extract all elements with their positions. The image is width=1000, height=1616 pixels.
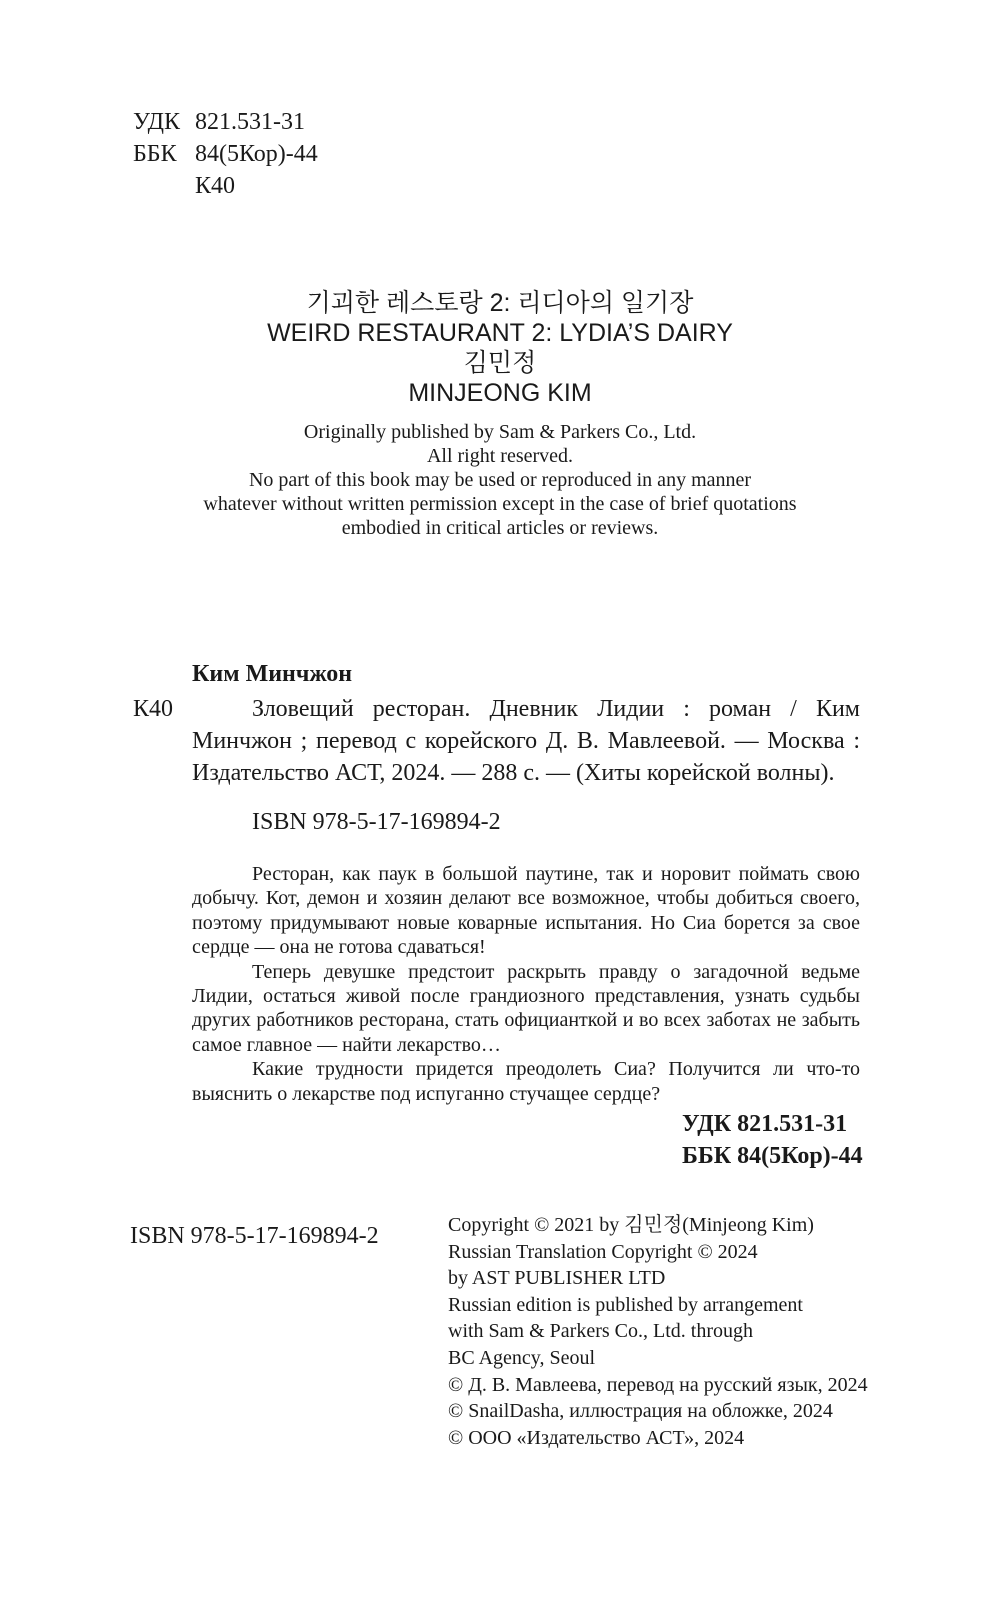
copyright-line: © Д. В. Мавлеева, перевод на русский язык, 2024 bbox=[448, 1373, 868, 1396]
rights-line: Originally published by Sam & Parkers Co., Ltd. bbox=[303, 421, 697, 443]
udk-label: УДК bbox=[133, 109, 180, 135]
record-index-mark: К40 bbox=[133, 696, 174, 722]
copyright-line: © ООО «Издательство АСТ», 2024 bbox=[448, 1426, 745, 1449]
udk-code: УДК 821.531-31 bbox=[682, 1111, 848, 1137]
annotation-paragraph: Теперь девушке предстоит раскрыть правду о загадочной ведьме Лидии, остаться живой после грандиозного представления, узнать судьбы других работников ресторана, стать официанткой и во всех заботах не забыть самое главное — найти лекарство… bbox=[192, 960, 860, 1056]
udk-row bbox=[133, 106, 318, 138]
copyright-line: BC Agency, Seoul bbox=[448, 1346, 596, 1369]
record-isbn: ISBN 978-5-17-169894-2 bbox=[252, 809, 501, 835]
title-english: WEIRD RESTAURANT 2: LYDIA’S DAIRY bbox=[267, 319, 733, 347]
bbk-value: 84(5Кор)-44 bbox=[195, 141, 318, 167]
rights-line: embodied in critical articles or reviews. bbox=[341, 517, 659, 539]
record-author-heading: Ким Минчжон bbox=[192, 661, 353, 687]
annotation-paragraph: Ресторан, как паук в большой паутине, так и норовит поймать свою добычу. Кот, демон и хозяин делают все возможное, чтобы добиться своего, поэтому придумывают новые коварные испытания. Но Сиа борется за свое сердце — она не готова сдаваться! bbox=[192, 863, 860, 959]
copyright-line: Russian edition is published by arrangement bbox=[448, 1293, 803, 1316]
rights-line: No part of this book may be used or reproduced in any manner bbox=[248, 469, 752, 491]
title-korean: 기괴한 레스토랑 2: 리디아의 일기장 bbox=[306, 289, 694, 317]
classification-codes-bold bbox=[682, 1108, 863, 1172]
author-mark: К40 bbox=[195, 173, 236, 199]
bbk-label: ББК bbox=[133, 141, 177, 167]
original-title-block bbox=[0, 288, 1000, 540]
author-korean: 김민정 bbox=[463, 349, 537, 377]
classification-block bbox=[133, 106, 318, 202]
copyright-line: with Sam & Parkers Co., Ltd. through bbox=[448, 1320, 753, 1343]
copyright-line: © SnailDasha, иллюстрация на обложке, 2024 bbox=[448, 1400, 833, 1423]
bbk-code: ББК 84(5Кор)-44 bbox=[682, 1143, 863, 1169]
copyright-block bbox=[448, 1212, 868, 1451]
bbk-row bbox=[133, 138, 318, 170]
isbn-bottom: ISBN 978-5-17-169894-2 bbox=[130, 1223, 379, 1249]
annotation bbox=[192, 862, 860, 1106]
annotation-paragraph: Какие трудности придется преодолеть Сиа? Получится ли что-то выяснить о лекарстве под испуганно стучащее сердце? bbox=[192, 1058, 860, 1105]
rights-line: whatever without written permission except in the case of brief quotations bbox=[203, 493, 797, 515]
rights-line: All right reserved. bbox=[426, 445, 574, 467]
record-description: Зловещий ресторан. Дневник Лидии : роман / Ким Минчжон ; перевод с корейского Д. В. Мавлеевой. — Москва : Издательство АСТ, 2024. — 288 с. — (Хиты корейской волны). bbox=[192, 696, 860, 786]
copyright-line: Copyright © 2021 by 김민정(Minjeong Kim) bbox=[448, 1214, 814, 1236]
udk-value: 821.531-31 bbox=[195, 109, 305, 135]
copyright-line: by AST PUBLISHER LTD bbox=[448, 1267, 666, 1290]
rights-notice bbox=[0, 420, 1000, 540]
copyright-line: Russian Translation Copyright © 2024 bbox=[448, 1240, 758, 1263]
author-english: MINJEONG KIM bbox=[408, 379, 592, 407]
author-mark-row bbox=[133, 170, 318, 202]
